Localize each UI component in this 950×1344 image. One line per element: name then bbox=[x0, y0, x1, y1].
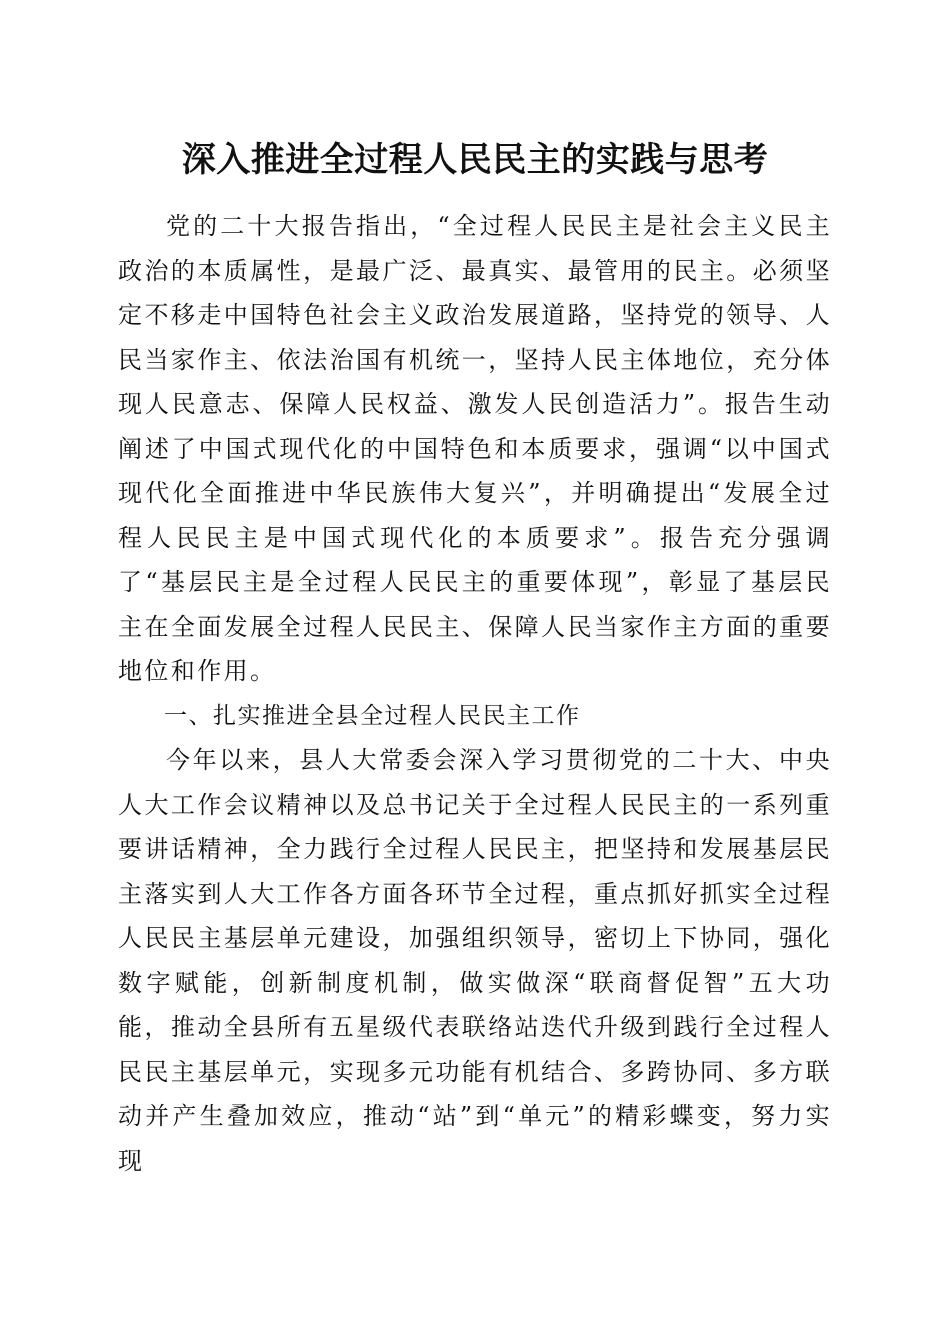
document-body bbox=[118, 204, 832, 1183]
document-title: 深入推进全过程人民民主的实践与思考 bbox=[181, 140, 769, 180]
paragraph-intro: 党的二十大报告指出，“全过程人民民主是社会主义民主政治的本质属性，是最广泛、最真实、最管用的民主。必须坚定不移走中国特色社会主义政治发展道路，坚持党的领导、人民当家作主、依法治国有机统一，坚持人民主体地位，充分体现人民意志、保障人民权益、激发人民创造活力”。报告生动阐述了中国式现代化的中国特色和本质要求，强调“以中国式现代化全面推进中华民族伟大复兴”，并明确提出“发展全过程人民民主是中国式现代化的本质要求”。报告充分强调了“基层民主是全过程人民民主的重要体现”，彰显了基层民主在全面发展全过程人民民主、保障人民当家作主方面的重要地位和作用。 bbox=[118, 212, 832, 685]
paragraph-section-1: 今年以来，县人大常委会深入学习贯彻党的二十大、中央人大工作会议精神以及总书记关于全过程人民民主的一系列重要讲话精神，全力践行全过程人民民主，把坚持和发展基层民主落实到人大工作各方面各环节全过程，重点抓好抓实全过程人民民主基层单元建设，加强组织领导，密切上下协同，强化数字赋能，创新制度机制，做实做深“联商督促智”五大功能，推动全县所有五星级代表联络站迭代升级到践行全过程人民民主基层单元，实现多元功能有机结合、多跨协同、多方联动并产生叠加效应，推动“站”到“单元”的精彩蝶变，努力实现 bbox=[118, 746, 832, 1175]
section-heading-1: 一、扎实推进全县全过程人民民主工作 bbox=[164, 702, 581, 729]
